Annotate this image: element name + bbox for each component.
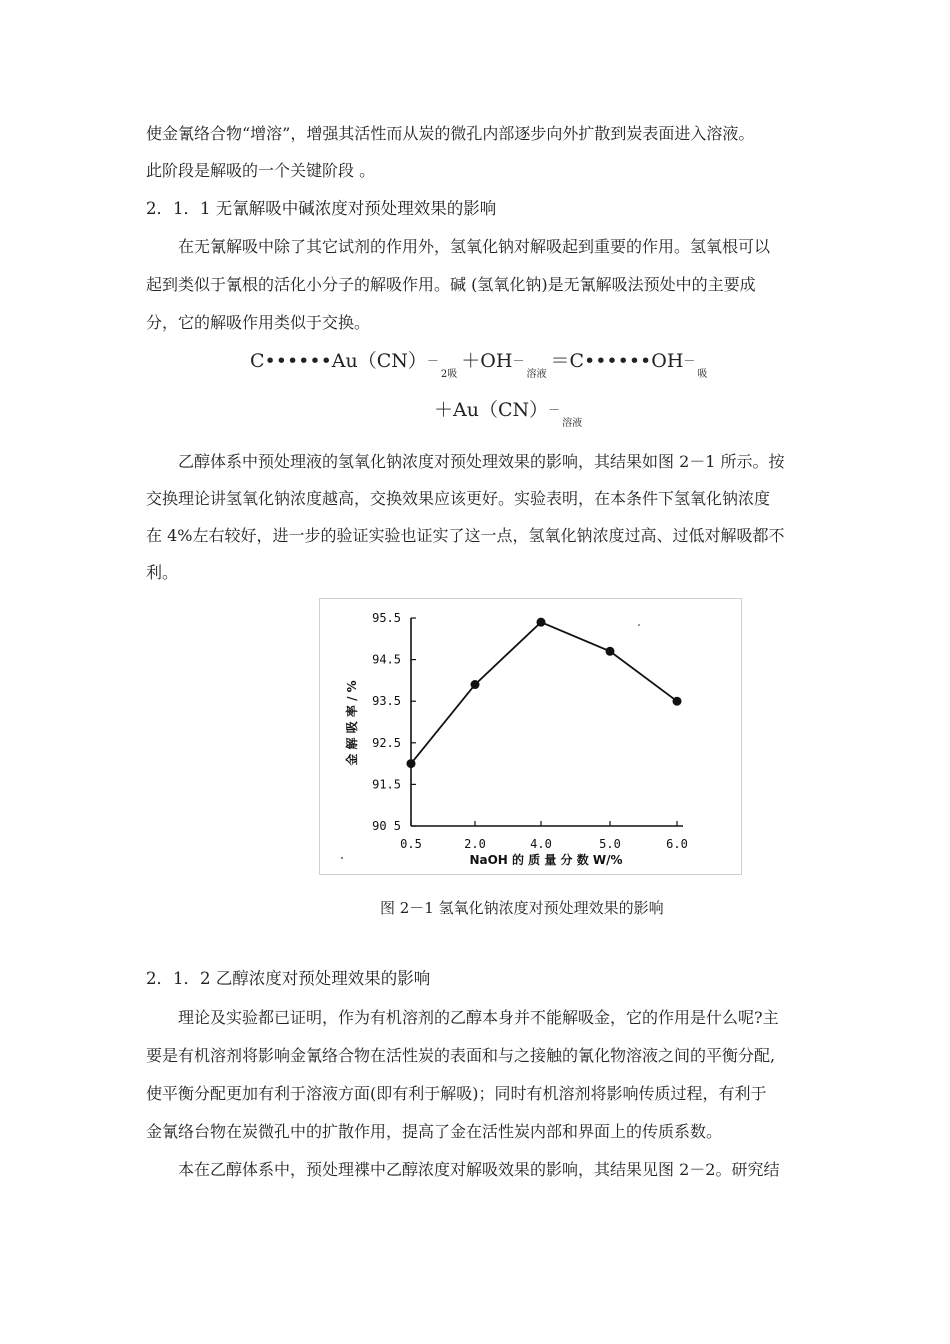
para-line: 交换理论讲氢氧化钠浓度越高，交换效果应该更好。实验表明，在本条件下氢氧化钠浓度: [146, 489, 771, 508]
eq-term-2: ＋OH: [461, 350, 513, 372]
y-tick-label: 90 5: [372, 819, 401, 833]
y-tick-label: 93.5: [372, 694, 401, 709]
naoh-chart: [320, 599, 741, 874]
equation-line-2: [434, 398, 586, 436]
eq-minus-4: －: [548, 403, 561, 417]
eq-sub-3: 吸: [697, 369, 708, 380]
data-point: [407, 759, 416, 768]
eq-minus-3: －: [683, 354, 696, 368]
para-line: 在 4%左右较好，进一步的验证实验也证实了这一点，氢氧化钠浓度过高、过低对解吸都不: [146, 526, 785, 545]
eq-term-3: ＝C••••••OH: [550, 350, 684, 372]
eq-minus-2: －: [512, 354, 525, 368]
x-tick-label: 2.0: [464, 837, 486, 851]
y-tick-label: 94.5: [372, 652, 401, 667]
series-line: [411, 622, 677, 763]
data-point: [673, 697, 682, 706]
eq-minus-1: －: [426, 354, 439, 368]
equation-line-1: [250, 349, 711, 387]
para-line: 在无氰解吸中除了其它试剂的作用外，氢氧化钠对解吸起到重要的作用。氢氧根可以: [178, 237, 771, 256]
x-tick-label: 6.0: [666, 837, 688, 851]
intro-line-2: 此阶段是解吸的一个关键阶段 。: [146, 161, 376, 180]
para-line: 本在乙醇体系中，预处理褋中乙醇浓度对解吸效果的影响，其结果见图 2－2。研究结: [178, 1160, 780, 1179]
para-line: 金氰络台物在炭微孔中的扩散作用，提高了金在活性炭内部和界面上的传质系数。: [146, 1122, 723, 1141]
figure-2-1: [319, 598, 742, 875]
x-tick-label: 4.0: [530, 837, 552, 851]
eq-term-4: ＋Au（CN）: [434, 399, 549, 421]
eq-term-1: C••••••Au（CN）: [250, 350, 427, 372]
eq-sub-2: 溶液: [526, 369, 547, 380]
y-tick-label: 91.5: [372, 777, 401, 792]
para-line: 起到类似于氰根的活化小分子的解吸作用。碱 (氢氧化钠)是无氰解吸法预处中的主要成: [146, 275, 756, 294]
para-line: 分，它的解吸作用类似于交换。: [146, 313, 371, 332]
data-point: [537, 618, 546, 627]
y-tick-label: 95.5: [372, 611, 401, 625]
x-tick-label: 0.5: [400, 837, 422, 851]
x-axis-title: NaOH 的 质 量 分 数 W/%: [469, 853, 623, 867]
data-point: [471, 680, 480, 689]
data-point: [606, 647, 615, 656]
scan-speck: [341, 857, 343, 859]
section-2-1-2-heading: 2．1．2 乙醇浓度对预处理效果的影响: [146, 969, 431, 988]
eq-sub-1: 2吸: [440, 369, 458, 380]
para-line: 使平衡分配更加有利于溶液方面(即有利于解吸)；同时有机溶剂将影响传质过程，有利于: [146, 1084, 767, 1103]
eq-sub-4: 溶液: [562, 418, 583, 429]
y-axis-title: 金 解 吸 率 / %: [345, 680, 359, 766]
figure-caption: 图 2－1 氢氧化钠浓度对预处理效果的影响: [380, 899, 664, 917]
para-line: 要是有机溶剂将影响金氰络合物在活性炭的表面和与之接触的氰化物溶液之间的平衡分配,: [146, 1046, 776, 1065]
section-2-1-1-heading: 2．1．1 无氰解吸中碱浓度对预处理效果的影响: [146, 199, 497, 218]
x-tick-label: 5.0: [599, 837, 621, 851]
y-tick-label: 92.5: [372, 735, 401, 750]
intro-line-1: 使金氰络合物“增溶”，增强其活性而从炭的微孔内部逐步向外扩散到炭表面进入溶液。: [146, 124, 755, 143]
para-line: 理论及实验都已证明，作为有机溶剂的乙醇本身并不能解吸金，它的作用是什么呢?主: [178, 1008, 779, 1027]
para-line: 利。: [146, 563, 179, 582]
para-line: 乙醇体系中预处理液的氢氧化钠浓度对预处理效果的影响，其结果如图 2－1 所示。按: [178, 452, 785, 471]
scan-speck: [638, 624, 640, 626]
